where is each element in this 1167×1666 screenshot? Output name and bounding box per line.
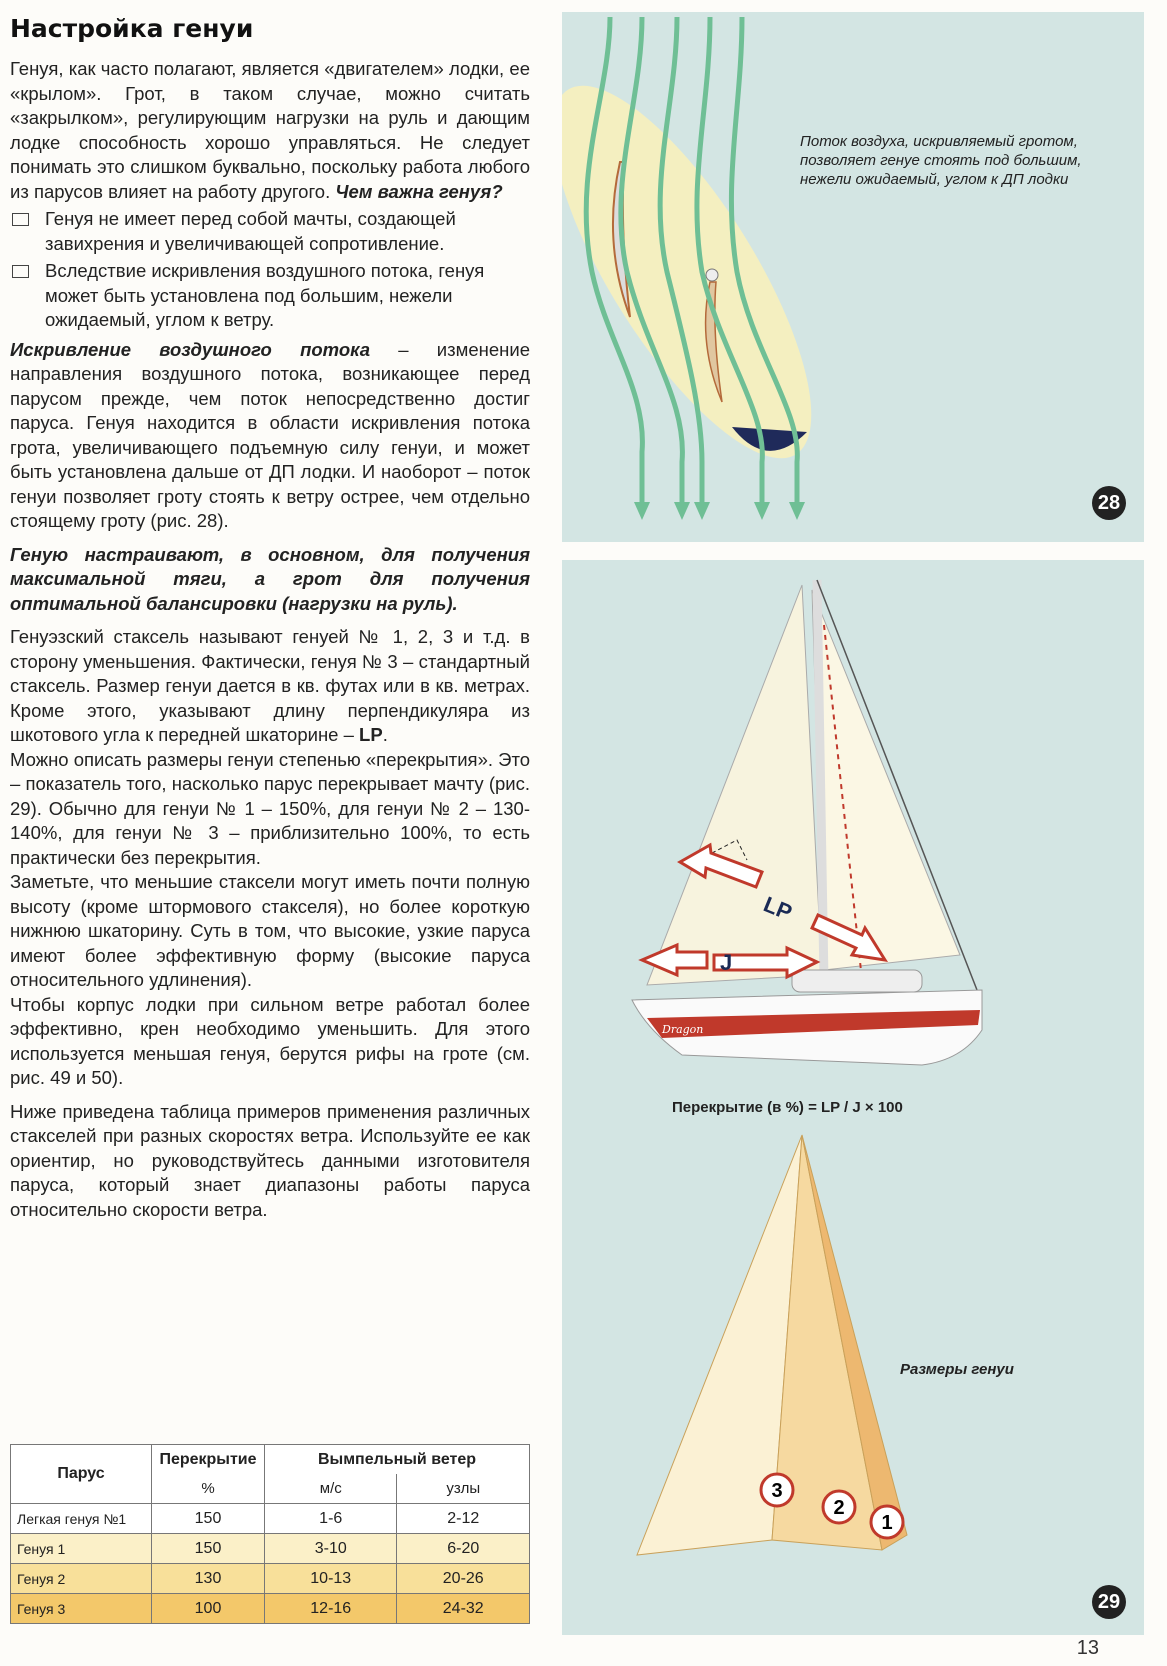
intro-question: Чем важна генуя?	[335, 180, 503, 202]
paragraph-small-jibs: Заметьте, что меньшие стаксели могут иметь почти полную высоту (кроме штормового стакселя), но более короткую нижнюю шкаторину. Суть в том, что высокие, узкие паруса имеют более эффективную форму (высокие паруса относительного удлинения).	[10, 871, 530, 990]
checkbox-bullet-icon	[12, 265, 29, 278]
cell-ms: 3-10	[265, 1534, 397, 1564]
cell-name: Генуя 2	[11, 1564, 152, 1594]
checkbox-bullet-icon	[12, 213, 29, 226]
paragraph-airflow	[10, 338, 530, 534]
size-2-label: 2	[833, 1497, 845, 1519]
mainsail-icon	[812, 590, 960, 970]
bullet-item	[10, 259, 530, 333]
left-column	[10, 14, 530, 1222]
paragraph-table-intro: Ниже приведена таблица примеров применения различных стакселей при разных скоростях ветра. Используйте ее как ориентир, но руководствуйтесь данными изготовителя паруса, который знает диапазоны работы паруса относительно скорости ветра.	[10, 1100, 530, 1220]
bullet-text: Вследствие искривления воздушного потока, генуя может быть установлена под большим, нежели ожидаемый, углом к ветру.	[45, 260, 485, 330]
cell-ms: 1-6	[265, 1504, 397, 1534]
genoa-sail-icon	[647, 585, 822, 985]
figure-28-panel	[562, 12, 1144, 542]
cell-knots: 2-12	[397, 1504, 530, 1534]
airflow-text: – изменение направления воздушного потока, возникающее перед парусом прежде, чем поток непосредственно достиг паруса. Генуя находится в области искривления потока грота, увеличивающего подъемную силу генуи, и может быть установлена дальше от ДП лодки. И наоборот – поток генуи позволяет гроту стоять к ветру острее, чем отдельно стоящему гроту (рис. 28).	[10, 338, 530, 531]
page-title: Настройка генуи	[10, 14, 254, 43]
cell-overlap: 100	[152, 1594, 265, 1624]
header-knots: узлы	[397, 1474, 530, 1504]
header-sail: Парус	[11, 1445, 152, 1504]
cell-name: Генуя 3	[11, 1594, 152, 1624]
intro-text: Генуя, как часто полагают, является «двигателем» лодки, ее «крылом». Грот, в таком случае, можно считать «закрылком», регулирующим нагрузки на руль и дающим лодке способность хорошо управляться. Не следует понимать это слишком буквально, поскольку работа любого из парусов влияет на работу другого.	[10, 58, 530, 202]
genoa-numbers-text: Генуэзский стаксель называют генуей № 1, 2, 3 и т.д. в сторону уменьшения. Фактически, генуя № 3 – стандартный стаксель. Размер генуи дается в кв. футах или в кв. метрах. Кроме этого, указывают длину перпендикуляра из шкотового угла к передней шкаторине –	[10, 626, 530, 745]
jib-wind-table	[10, 1444, 530, 1624]
cell-ms: 10-13	[265, 1564, 397, 1594]
genoa-sizes-caption: Размеры генуи	[900, 1361, 1014, 1378]
header-wind: Вымпельный ветер	[265, 1445, 530, 1475]
paragraph-genoa-numbers: Генуэзский стаксель называют генуей № 1, 2, 3 и т.д. в сторону уменьшения. Фактически, генуя № 3 – стандартный стаксель. Размер генуи дается в кв. футах или в кв. метрах. Кроме этого, указывают длину перпендикуляра из шкотового угла к передней шкаторине – LP.	[10, 626, 530, 745]
j-label: J	[720, 950, 733, 975]
header-overlap-unit: %	[152, 1474, 265, 1504]
size-3-label: 3	[771, 1480, 783, 1502]
paragraph-emphasis: Геную настраивают, в основном, для получения максимальной тяги, а грот для получения оптимальной балансировки (нагрузки на руль).	[10, 543, 530, 614]
figure-28-badge: 28	[1092, 486, 1126, 520]
table-row	[11, 1534, 530, 1564]
overlap-formula: Перекрытие (в %) = LP / J × 100	[672, 1099, 903, 1116]
bullet-text: Генуя не имеет перед собой мачты, создающей завихрения и увеличивающей сопротивление.	[45, 208, 456, 254]
cell-knots: 6-20	[397, 1534, 530, 1564]
figure-28-caption: Поток воздуха, искривляемый гротом, позволяет генуе стоять под большим, нежели ожидаемый, углом к ДП лодки	[800, 133, 1082, 188]
mast-icon	[706, 269, 718, 281]
cell-overlap: 130	[152, 1564, 265, 1594]
cell-knots: 20-26	[397, 1564, 530, 1594]
cell-ms: 12-16	[265, 1594, 397, 1624]
airflow-arrowheads	[634, 502, 805, 520]
figure-29-badge: 29	[1092, 1585, 1126, 1619]
cell-overlap: 150	[152, 1534, 265, 1564]
lp-label: LP	[760, 891, 796, 926]
cell-knots: 24-32	[397, 1594, 530, 1624]
cell-name: Легкая генуя №1	[11, 1504, 152, 1534]
table-row	[11, 1594, 530, 1624]
paragraph-heel: Чтобы корпус лодки при сильном ветре работал более эффективно, крен необходимо уменьшить. Для этого используется меньшая генуя, берутся рифы на гроте (см. рис. 49 и 50).	[10, 993, 530, 1088]
cell-overlap: 150	[152, 1504, 265, 1534]
lp-term: LP	[359, 724, 383, 745]
page-number: 13	[1076, 1637, 1099, 1659]
airflow-illustration	[562, 12, 1144, 542]
paragraph-overlap: Можно описать размеры генуи степенью «перекрытия». Это – показатель того, насколько парус перекрывает мачту (рис. 29). Обычно для генуи № 1 – 150%, для генуи № 2 – 130-140%, для генуи № 3 – приблизительно 100%, то есть практически без перекрытия.	[10, 748, 530, 868]
paragraph-intro	[10, 57, 530, 204]
figure-29-panel	[562, 560, 1144, 1635]
term-airflow: Искривление воздушного потока	[10, 338, 371, 360]
header-overlap: Перекрытие	[152, 1445, 265, 1475]
table-row	[11, 1504, 530, 1534]
header-ms: м/с	[265, 1474, 397, 1504]
cell-name: Генуя 1	[11, 1534, 152, 1564]
boat-name-label: Dragon	[662, 1023, 704, 1036]
table-row	[11, 1564, 530, 1594]
cabin-icon	[792, 970, 922, 992]
size-1-label: 1	[881, 1512, 893, 1534]
bullet-item	[10, 207, 530, 256]
